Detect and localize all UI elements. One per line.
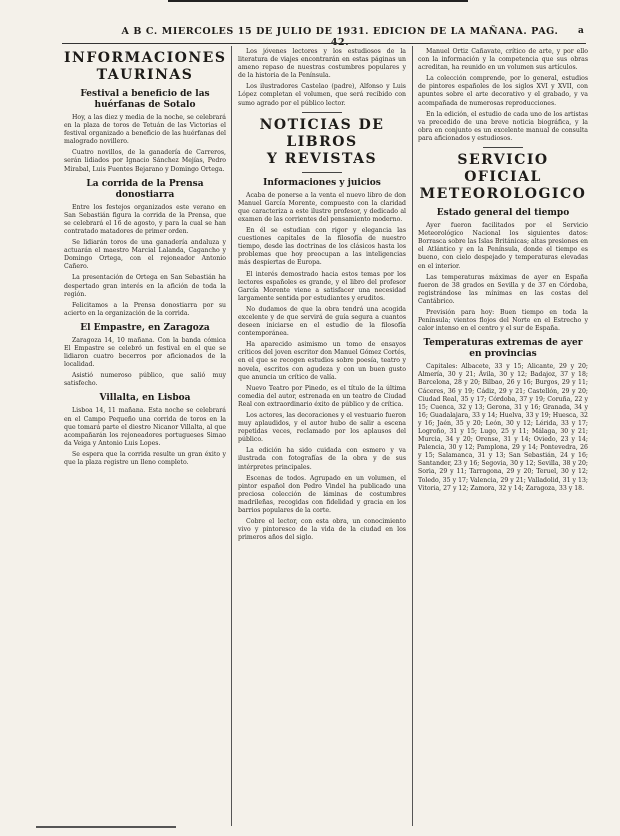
page-header: A B C. MIERCOLES 15 DE JULIO DE 1931. EDICION DE LA MAÑANA. PAG.: [121, 26, 559, 37]
article-paragraph: Previsión para hoy: Buen tiempo en toda la Península; vientos flojos del Norte en el Estrecho y calor intenso en el centro y el sur de España.: [418, 308, 588, 333]
article-title: El Empastre, en Zaragoza: [80, 322, 210, 333]
article-paragraph: Ha aparecido asimismo un tomo de ensayos críticos del joven escritor don Manuel Gómez Cortés, en el que se recogen estudios sobre poesía, teatro y novela, escritos con agudeza y con un buen gusto que anuncia un crítico de valía.: [238, 341, 406, 381]
article-paragraph: Entre los festejos organizados este verano en San Sebastián figura la corrida de la Prensa, que se celebrará el 16 de agosto, y para la cual se han contratado matadores de primer orden.: [64, 203, 226, 235]
separator: [302, 172, 342, 173]
article-paragraph: Zaragoza 14, 10 mañana. Con la banda cómica El Empastre se celebró un festival en el que se lidiaron cuatro becerros por aficionados de la localidad.: [64, 336, 226, 369]
separator: [483, 147, 523, 148]
column-3: [418, 48, 588, 496]
article-title: La corrida de la Prensa donostiarra: [86, 178, 204, 200]
heading-line-2: TAURINAS: [96, 67, 194, 83]
article-title: Temperaturas extremas de ayer en provincias: [423, 338, 583, 360]
article-paragraph: Hoy, a las diez y media de la noche, se celebrará en la plaza de toros de Tetuán de las Victorias el festival organizado a beneficio de las huérfanas del malogrado novillero.: [64, 114, 226, 146]
column-2: [238, 48, 406, 545]
header-rule: [62, 43, 586, 44]
top-rule: [168, 0, 468, 2]
article-paragraph: Manuel Ortiz Cañavate, crítico de arte, y por ello con la información y la competencia que sus obras acreditan, ha reunido en un volumen sus artículos.: [418, 48, 588, 72]
article-paragraph: Capitales: Albacete, 33 y 15; Alicante, 29 y 20; Almería, 30 y 21; Ávila, 30 y 12; Badajoz, 37 y 18; Barcelona, 28 y 20; Bilbao, 26 y 16; Burgos, 29 y 11; Cáceres, 36 y 19; Cádiz, 29 y 21; Castellón, 29 y 20; Ciudad Real, 35 y 17; Córdoba, 37 y 19; Coruña, 22 y 15; Cuenca, 32 y 13; Gerona, 31 y 16; Granada, 34 y 16; Guadalajara, 33 y 14; Huelva, 33 y 19; Huesca, 32 y 16; Jaén, 35 y 20; León, 30 y 12; Lérida, 33 y 17; Logroño, 31 y 15; Lugo, 25 y 11; Málaga, 30 y 21; Murcia, 34 y 20; Orense, 31 y 14; Oviedo, 23 y 14; Palencia, 30 y 12; Pamplona, 29 y 14; Pontevedra, 26 y 15; Salamanca, 31 y 13; San Sebastián, 24 y 16; Santander, 23 y 16; Segovia, 30 y 12; Sevilla, 38 y 20; Soria, 29 y 11; Tarragona, 29 y 20; Teruel, 30 y 12; Toledo, 35 y 17; Valencia, 29 y 21; Valladolid, 31 y 13; Vitoria, 27 y 12; Zamora, 32 y 14; Zaragoza, 33 y 18.: [418, 363, 588, 492]
article-paragraph: Asistió numeroso público, que salió muy satisfecho.: [64, 372, 226, 388]
article-paragraph: El interés demostrado hacia estos temas por los lectores españoles es grande, y el libro del profesor García Morente viene a satisfacer una necesidad largamente sentida por estudiantes y eruditos.: [238, 270, 406, 302]
article-paragraph: Lisboa 14, 11 mañana. Esta noche se celebrará en el Campo Pequeño una corrida de toros en la que tomará parte el diestro Nicanor Villalta, al que acompañarán los rejoneadores portugueses Simao da Veiga y Antonio Luis Lopes.: [64, 407, 226, 447]
article-paragraph: Los jóvenes lectores y los estudiosos de la literatura de viajes encontrarán en estas páginas un ameno repaso de nuestras costumbres populares y de la historia de la Península.: [238, 48, 406, 80]
article-paragraph: La edición ha sido cuidada con esmero y va ilustrada con fotografías de la obra y de sus intérpretes principales.: [238, 447, 406, 471]
section-heading: [64, 50, 226, 84]
separator: [302, 112, 342, 113]
article-paragraph: Nuevo Teatro por Pinedo, es el título de la última comedia del autor, estrenada en un teatro de Ciudad Real con extraordinario éxito de público y de crítica.: [238, 384, 406, 408]
article-paragraph: La colección comprende, por lo general, estudios de pintores españoles de los siglos XVI y XVII, con apuntes sobre el arte decorativo y el grabado, y va acompañada de numerosas reproducciones.: [418, 75, 588, 107]
article-title: Estado general del tiempo: [436, 208, 570, 219]
heading-line-1: INFORMACIONES: [64, 50, 227, 66]
page-mark: a: [578, 26, 584, 36]
article-paragraph: Ayer fueron facilitados por el Servicio Meteorológico Nacional los siguientes datos: Borrasca sobre las Islas Británicas; altas presiones en el Atlántico y en la Península, donde el tiempo es bueno, con cielo despejado y temperaturas elevadas en el interior.: [418, 222, 588, 270]
article-paragraph: No dudamos de que la obra tendrá una acogida excelente y de que servirá de guía segura a cuantos deseen iniciarse en el estudio de la filosofía contemporánea.: [238, 305, 406, 338]
article-paragraph: Cobre el lector, con esta obra, un conocimiento vivo y pintoresco de la vida de la ciudad en los primeros años del siglo.: [238, 518, 406, 542]
section-heading: [418, 152, 588, 203]
article-paragraph: Los ilustradores Castelao (padre), Alfonso y Luis López completan el volumen, que será recibido con sumo agrado por el público lector.: [238, 83, 406, 107]
article-paragraph: Se lidiarán toros de una ganadería andaluza y actuarán el maestro Marcial Lalanda, Cagancho y Domingo Ortega, con el rejoneador Antonio Cañero.: [64, 239, 226, 271]
heading-line-2: Y REVISTAS: [266, 150, 378, 167]
article-paragraph: Felicitamos a la Prensa donostiarra por su acierto en la organización de la corrida.: [64, 301, 226, 317]
column-1: [64, 48, 226, 470]
section-heading: [238, 117, 406, 168]
article-title: Informaciones y juicios: [263, 177, 381, 188]
article-paragraph: Escenas de todos. Agrupado en un volumen, el pintor español don Pedro Vindel ha publicado una preciosa colección de láminas de costumbres madrileñas, recogidas con fidelidad y gracia en los barrios populares de la corte.: [238, 474, 406, 515]
article-paragraph: Cuatro novillos, de la ganadería de Carreros, serán lidiados por Ignacio Sánchez Mejías, Pedro Mirabal, Luis Fuentes Bejarano y Domingo Ortega.: [64, 149, 226, 173]
article-paragraph: En la edición, el estudio de cada uno de los artistas va precedido de una breve noticia biográfica, y la obra en conjunto es un excelente manual de consulta para aficionados y estudiosos.: [418, 110, 588, 142]
article-paragraph: Las temperaturas máximas de ayer en España fueron de 38 grados en Sevilla y de 37 en Córdoba, registrándose las mínimas en las costas del Cantábrico.: [418, 273, 588, 305]
column-divider-2: [412, 46, 413, 826]
article-paragraph: Los actores, las decoraciones y el vestuario fueron muy aplaudidos, y el autor hubo de salir a escena repetidas veces, reclamado por los aplausos del público.: [238, 412, 406, 444]
article-title: Festival a beneficio de las huérfanas de Sotalo: [80, 89, 210, 110]
heading-line-2: METEOROLOGICO: [419, 186, 587, 203]
article-paragraph: Acaba de ponerse a la venta el nuevo libro de don Manuel García Morente, compuesto con la claridad que caracteriza a este ilustre profesor, y dedicado al examen de las corrientes del pensamiento moderno.: [238, 191, 406, 223]
article-paragraph: La presentación de Ortega en San Sebastián ha despertado gran interés en la afición de toda la región.: [64, 274, 226, 298]
article-title: Villalta, en Lisboa: [99, 393, 191, 404]
article-paragraph: En él se estudian con rigor y elegancia las cuestiones capitales de la filosofía de nuestro tiempo, desde las doctrinas de los clásicos hasta los problemas que hoy preocupan a las inteligencias más despiertas de Europa.: [238, 227, 406, 267]
bottom-rule: [36, 826, 176, 828]
article-paragraph: Se espera que la corrida resulte un gran éxito y que la plaza registre un lleno completo.: [64, 450, 226, 466]
heading-line-1: NOTICIAS DE LIBROS: [259, 116, 385, 150]
heading-line-1: SERVICIO OFICIAL: [457, 152, 549, 186]
column-divider-1: [231, 46, 232, 826]
